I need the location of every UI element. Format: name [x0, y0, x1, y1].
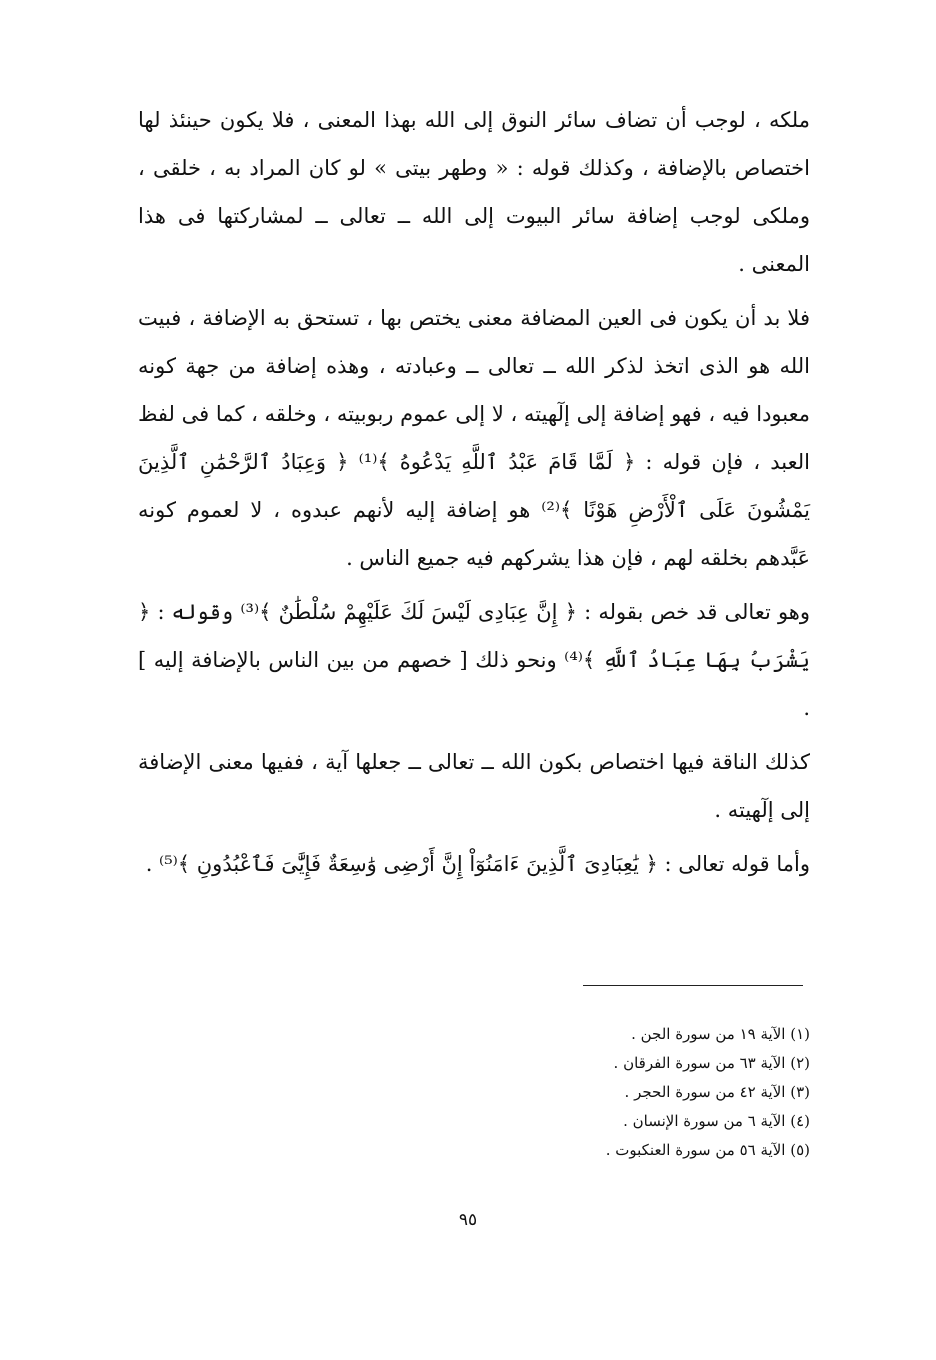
footnotes-list [300, 1020, 810, 1165]
main-text [138, 96, 810, 894]
paragraph: وأما قوله تعالى : ﴿ يَٰعِبَادِىَ ٱلَّذِينَ ءَامَنُوٓاْ إِنَّ أَرْضِى وَٰسِعَةٌ فَإِيَّٰىَ فَٱعْبُدُونِ ﴾⁽⁵⁾ . [145, 852, 810, 876]
footnote-item: (٥) الآية ٥٦ من سورة العنكبوت . [605, 1141, 810, 1159]
footnote-divider [583, 985, 803, 986]
paragraph: فلا بد أن يكون فى العين المضافة معنى يختص بها ، تستحق به الإضافة ، فبيت الله هو الذى اتخذ لذكر الله ــ تعالى ــ وعبادته ، وهذه إضافة من جهة كونه معبودا فيه ، فهو إضافة إلى إلٓهيته ، لا إلى عموم ربوبيته ، وخلقه ، كما فى لفظ العبد ، فإن قوله : ﴿ لَمَّا قَامَ عَبْدُ ٱللَّهِ يَدْعُوهُ ﴾⁽¹⁾ ﴿ وَعِبَادُ ٱلرَّحْمَٰنِ ٱلَّذِينَ يَمْشُونَ عَلَى ٱلْأَرْضِ هَوْنًا ﴾⁽²⁾ هو إضافة إليه لأنهم عبدوه ، لا لعموم كونه عَبَّدهم بخلقه لهم ، فإن هذا يشركهم فيه جميع الناس . [138, 306, 810, 570]
page-number: ٩٥ [458, 1210, 478, 1230]
paragraph: ملكه ، لوجب أن تضاف سائر النوق إلى الله بهذا المعنى ، فلا يكون حينئذ لها اختصاص بالإضافة ، وكذلك قوله : « وطهر بيتى » لو كان المراد به ، خلقى ، وملكى لوجب إضافة سائر البيوت إلى الله ــ تعالى ــ لمشاركتها فى هذا المعنى . [138, 108, 810, 276]
footnote-item: (٤) الآية ٦ من سورة الإنسان . [623, 1112, 810, 1130]
footnote-item: (٣) الآية ٤٢ من سورة الحجر . [624, 1083, 810, 1101]
paragraph: كذلك الناقة فيها اختصاص بكون الله ــ تعالى ــ جعلها آية ، ففيها معنى الإضافة إلى إلٓهيته . [138, 750, 810, 822]
footnote-item: (١) الآية ١٩ من سورة الجن . [631, 1025, 810, 1043]
paragraph: وهو تعالى قد خص بقوله : ﴿ إِنَّ عِبَادِى لَيْسَ لَكَ عَلَيْهِمْ سُلْطَٰنٌ ﴾⁽³⁾ وقوله : ﴿ يَشْرَبُ بِهَا عِبَادُ ٱللَّهِ ﴾⁽⁴⁾ ونحو ذلك [ خصهم من بين الناس بالإضافة إليه ] . [138, 600, 811, 720]
footnote-item: (٢) الآية ٦٣ من سورة الفرقان . [613, 1054, 810, 1072]
